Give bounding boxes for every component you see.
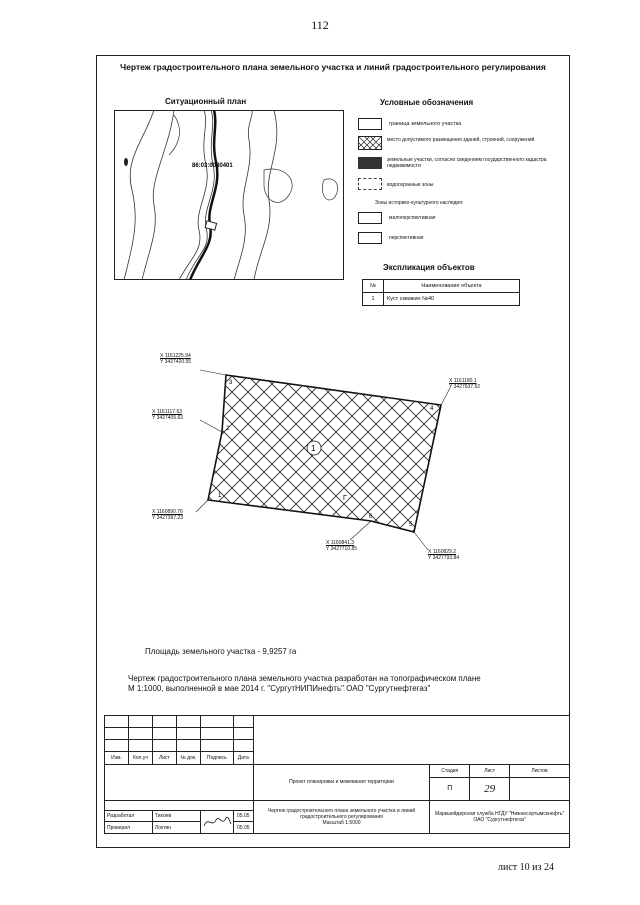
coord-vertex-2-x: X 1161117.63 [152, 409, 183, 415]
legend-item-cadastre: земельные участки, согласно сведениям государственного кадастра недвижимости [387, 157, 547, 169]
coord-vertex-2-y: Y 3427405.63 [152, 415, 184, 421]
coord-vertex-6-x: X 1160841.3 [326, 540, 354, 546]
coord-vertex-1 [152, 509, 183, 521]
stamp-sheet: 29 [470, 777, 510, 800]
stamp-stage: П [430, 777, 470, 800]
stamp-developed-date: 05.05 [233, 810, 253, 822]
stamp-project: Проект планировки и межевания территории [253, 764, 430, 800]
signature-image [200, 810, 233, 833]
stamp-developed-name: Тихоев [152, 810, 200, 822]
coord-vertex-6-y: Y 3427710.85 [326, 546, 358, 552]
stamp-sheets [510, 777, 570, 800]
note-text [128, 674, 558, 694]
explication-heading: Экспликация объектов [383, 263, 475, 272]
legend-item-boundary: граница земельного участка [389, 121, 462, 127]
vertex-6-label: 6 [369, 514, 373, 520]
note-line-2: М 1:1000, выполненной в мае 2014 г. "СургутНИПИнефть" ОАО "Сургутнефтегаз" [128, 684, 431, 693]
vertex-5-label: 5 [409, 522, 413, 528]
stamp-stage-header: Стадия [430, 764, 470, 777]
legend-heading: Условные обозначения [380, 98, 474, 107]
stamp-checked-date: 05.05 [233, 822, 253, 834]
coord-vertex-1-x: X 1160890.76 [152, 509, 183, 515]
stamp-h-count: Кол.уч [128, 752, 152, 764]
coord-vertex-3 [160, 353, 191, 365]
stamp-drawing-cell [253, 800, 430, 833]
coord-vertex-3-y: Y 3427420.55 [160, 359, 192, 365]
coord-vertex-4-x: X 1161180.1 [449, 378, 477, 384]
legend-zone-prospect: перспективная [389, 235, 424, 241]
explication-cell-name: Куст скважин №40 [384, 293, 520, 306]
stamp-sheet-header: Лист [470, 764, 510, 777]
legend-item-water-zone: водоохранные зоны [387, 182, 434, 188]
coord-vertex-2 [152, 409, 183, 421]
cadastral-label: 86:03:0080401 [192, 163, 233, 169]
stamp-checked-label: Проверил [105, 822, 153, 834]
coord-vertex-4 [449, 378, 480, 390]
stamp-h-signature: Подпись [200, 752, 233, 764]
situation-plan-heading: Ситуационный план [165, 97, 247, 106]
stamp-sheets-header: Листов [510, 764, 570, 777]
stamp-org: Маркшейдерская служба НГДУ "Нижнесортымскнефть" ОАО "Сургутнефтегаз" [430, 800, 570, 833]
stamp-h-date: Дата [233, 752, 253, 764]
title-block [104, 715, 570, 834]
object-1-label: 1 [311, 444, 316, 453]
signature-icon [202, 812, 232, 830]
explication-col-name: Наименование объекта [384, 280, 520, 293]
stamp-h-doc: № док. [176, 752, 200, 764]
stamp-h-sheet: Лист [152, 752, 176, 764]
stamp-scale: Масштаб 1:5000 [322, 819, 361, 826]
side-label: Г [343, 495, 347, 502]
coord-vertex-3-x: X 1161225.94 [160, 353, 191, 359]
legend-zones-heading: Зоны историко-культурного наследия: [375, 200, 464, 206]
page-number: 112 [311, 18, 329, 32]
vertex-2-label: 2 [226, 426, 230, 432]
vertex-4-label: 4 [430, 406, 434, 412]
explication-cell-number: 1 [363, 293, 384, 306]
stamp-checked-name: Локтин [152, 822, 200, 834]
coord-vertex-1-y: Y 3427397.23 [152, 515, 184, 521]
land-plot-polygon [208, 375, 441, 532]
stamp-developed-label: Разработал [105, 810, 153, 822]
legend-item-building-zone: место допустимого размещения зданий, строений, сооружений [387, 137, 535, 143]
coord-vertex-5 [428, 549, 459, 561]
note-line-1: Чертеж градостроительного плана земельного участка разработан на топографическом плане [128, 674, 481, 683]
vertex-1-label: 1 [218, 493, 222, 499]
coord-vertex-6 [326, 540, 357, 552]
page-footer: лист 10 из 24 [498, 862, 554, 873]
area-text: Площадь земельного участка - 9,9257 га [145, 647, 297, 656]
drawing-title: Чертеж градостроительного плана земельного участка и линий градостроительного регулирования [120, 62, 546, 72]
coord-vertex-5-x: X 1160829.2 [428, 549, 456, 555]
coord-vertex-4-y: Y 3427637.52 [449, 384, 481, 390]
legend-zone-low-prospect: малоперспективная [389, 215, 436, 221]
stamp-h-change: Изм. [105, 752, 129, 764]
stamp-drawing: Чертеж градостроительного плана земельного участка и линий градостроительного регулирования [267, 807, 416, 820]
explication-col-number: № [363, 280, 384, 293]
coord-vertex-5-y: Y 3427793.84 [428, 555, 460, 561]
vertex-3-label: 3 [229, 380, 233, 386]
